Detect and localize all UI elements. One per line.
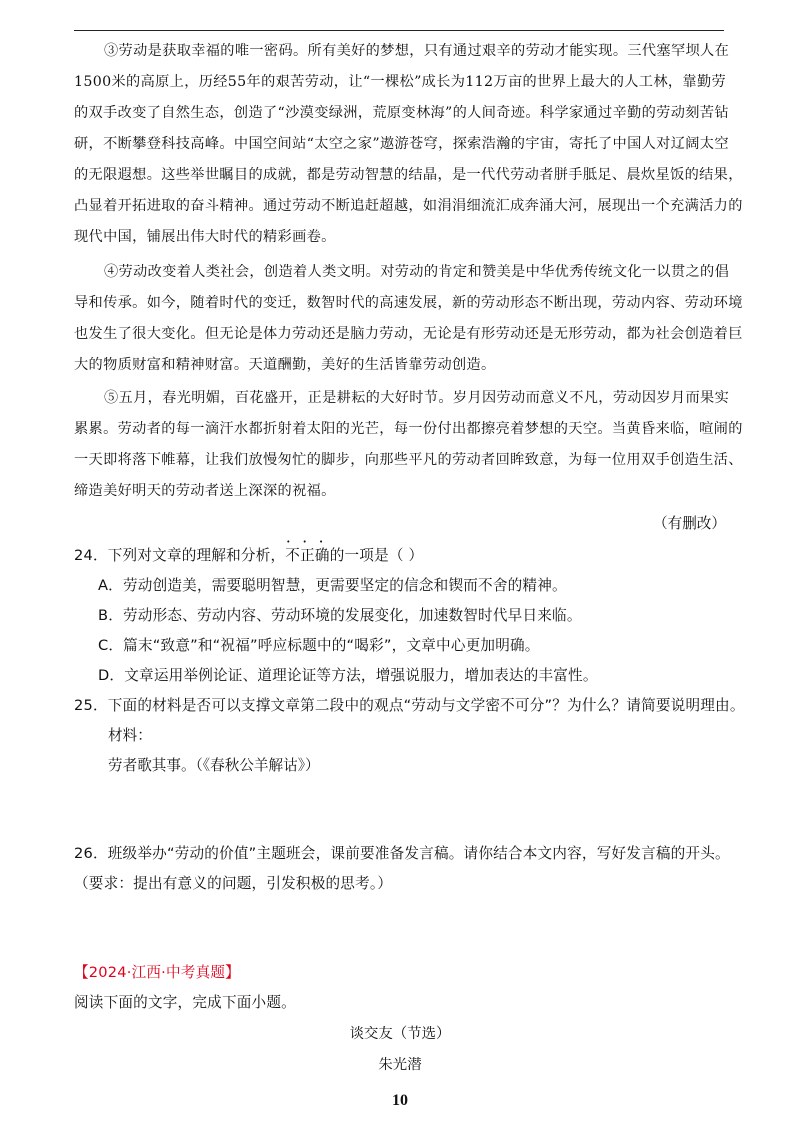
source-note: （有删改） [653, 515, 726, 532]
stem-text: 的一项是（ ） [329, 547, 424, 564]
text-line: 凸显着开拓进取的奋斗精神。通过劳动不断追赶超越，如涓涓细流汇成奔涌大河，展现出一个充满活力的 [74, 198, 743, 214]
text-line: 大的物质财富和精神财富。天道酬勤，美好的生活皆靠劳动创造。 [74, 357, 496, 373]
text-line: 导和传承。如今，随着时代的变迁，数智时代的高速发展，新的劳动形态不断出现，劳动内容、劳动环境 [74, 295, 743, 311]
material-text: 劳者歌其事。（《春秋公羊解诂》） [108, 757, 320, 774]
question-26-stem: 26．班级举办“劳动的价值”主题班会，课前要准备发言稿。请你结合本文内容，写好发言稿的开头。 [74, 845, 730, 862]
text-line: ⑤五月，春光明媚，百花盛开，正是耕耘的大好时节。岁月因劳动而意义不凡，劳动因岁月而果实 [104, 390, 730, 406]
option-d[interactable]: D．文章运用举例论证、道理论证等方法，增强说服力，增加表达的丰富性。 [98, 667, 598, 684]
text-line: 缔造美好明天的劳动者送上深深的祝福。 [74, 483, 336, 499]
question-25-stem: 25．下面的材料是否可以支撑文章第二段中的观点“劳动与文学密不可分”？为什么？请简要说明理由。 [74, 697, 745, 714]
emphasis-text: 不正确 • • • [285, 547, 329, 564]
text-line: 的无限遐想。这些举世瞩目的成就，都是劳动智慧的结晶，是一代代劳动者胼手胝足、晨炊星饭的结果， [74, 167, 743, 183]
section-instruction: 阅读下面的文字，完成下面小题。 [74, 994, 296, 1011]
header-rule [74, 30, 724, 31]
text-line: 研，不断攀登科技高峰。中国空间站“太空之家”遨游苍穹，探索浩瀚的宇宙，寄托了中国人对辽阔太空 [74, 136, 729, 152]
text-line: 一天即将落下帷幕，让我们放慢匆忙的脚步，向那些平凡的劳动者回眸致意，为每一位用双手创造生活、 [74, 452, 743, 468]
text-line: 现代中国，铺展出伟大时代的精彩画卷。 [74, 229, 336, 245]
text-line: 累累。劳动者的每一滴汗水都折射着太阳的光芒，每一份付出都擦亮着梦想的天空。当黄昏来临，喧闹的 [74, 421, 743, 437]
section-tag: 【2024·江西·中考真题】 [74, 964, 240, 981]
text-line: ④劳动改变着人类社会，创造着人类文明。对劳动的肯定和赞美是中华优秀传统文化一以贯之的倡 [104, 264, 730, 280]
page-number: 10 [392, 1092, 408, 1109]
text-line: ③劳动是获取幸福的唯一密码。所有美好的梦想，只有通过艰辛的劳动才能实现。三代塞罕坝人在 [104, 43, 730, 59]
passage-author: 朱光潜 [378, 1057, 422, 1073]
text-line: 也发生了很大变化。但无论是体力劳动还是脑力劳动，无论是有形劳动还是无形劳动，都为社会创造着巨 [74, 326, 743, 342]
stem-text: 24．下列对文章的理解和分析， [74, 547, 286, 564]
passage-title: 谈交友（节选） [349, 1026, 451, 1042]
text-line: 1500米的高原上，历经55年的艰苦劳动，让“一棵松”成长为112万亩的世界上最大的人工林，靠勤劳 [74, 74, 727, 90]
question-26-requirement: （要求：提出有意义的问题，引发积极的思考。） [74, 875, 393, 892]
option-b[interactable]: B．劳动形态、劳动内容、劳动环境的发展变化，加速数智时代早日来临。 [98, 607, 582, 624]
material-label: 材料： [108, 727, 152, 744]
option-c[interactable]: C．篇末“致意”和“祝福”呼应标题中的“喝彩”，文章中心更加明确。 [98, 637, 540, 654]
text-line: 的双手改变了自然生态，创造了“沙漠变绿洲，荒原变林海”的人间奇迹。科学家通过辛勤的劳动刻苦钻 [74, 105, 729, 121]
question-24-stem [74, 544, 423, 565]
option-a[interactable]: A．劳动创造美，需要聪明智慧，更需要坚定的信念和锲而不舍的精神。 [98, 577, 567, 594]
